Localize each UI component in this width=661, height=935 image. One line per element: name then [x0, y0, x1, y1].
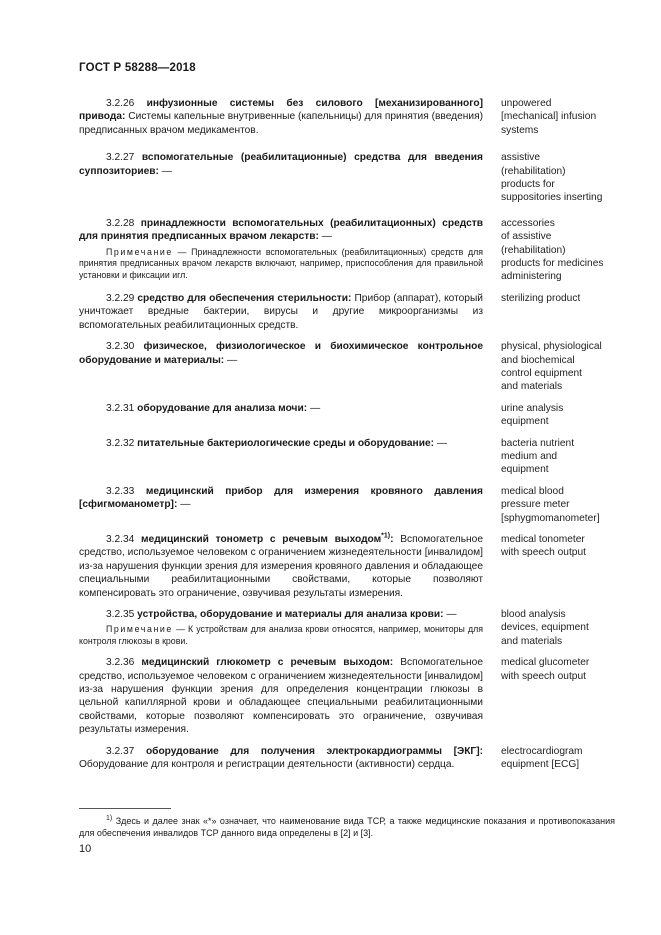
english-line: electrocardiogram: [501, 745, 583, 757]
term-english: [501, 151, 619, 205]
english-line: (rehabilitation): [501, 165, 566, 177]
english-line: and biochemical: [501, 354, 575, 366]
term-english: [501, 745, 619, 772]
term-english: [501, 608, 619, 648]
english-line: equipment: [501, 416, 549, 428]
term-definition: —: [446, 609, 457, 620]
note-text: — Принадлежности вспомогательных (реабилитационных) средств для принятия предписанных врачом лекарств включают, например, приспособления для правильной установки и фиксации игл.: [79, 246, 483, 280]
term-entries: [79, 97, 619, 771]
term-definition-ru: [79, 608, 483, 648]
term-entry: [79, 533, 619, 600]
english-line: with speech output: [501, 547, 586, 559]
term-title: оборудование для получения электрокардиограммы [ЭКГ]:: [145, 745, 483, 757]
term-title: медицинский глюкометр с речевым выходом:: [141, 657, 394, 669]
term-definition-ru: [79, 402, 483, 429]
term-english: [501, 292, 619, 332]
term-title: вспомогательные (реабилитационные) средства для введения суппозиториев:: [79, 152, 483, 177]
term-definition-ru: [79, 97, 483, 137]
term-definition: —: [161, 165, 172, 177]
english-line: blood analysis: [501, 609, 566, 620]
term-note: [79, 247, 483, 282]
footnote: [79, 815, 615, 839]
term-definition-ru: [79, 151, 483, 205]
term-definition: —: [321, 231, 332, 243]
english-line: (rehabilitation): [501, 244, 566, 256]
term-entry: [79, 217, 619, 284]
english-line: accessories: [501, 217, 555, 229]
english-line: control equipment: [501, 367, 582, 379]
term-english: [501, 97, 619, 137]
term-title: принадлежности вспомогательных (реабилитационных) средств для принятия предписанных врачом лекарств:: [79, 217, 483, 243]
term-number: 3.2.32: [106, 437, 135, 449]
english-line: assistive: [501, 152, 541, 164]
english-line: bacteria nutrient: [501, 437, 575, 449]
term-entry: [79, 608, 619, 648]
term-title: средство для обеспечения стерильности:: [137, 292, 352, 304]
term-number: 3.2.34: [106, 533, 135, 545]
english-line: urine analysis: [501, 402, 564, 414]
term-english: [501, 656, 619, 736]
term-title: медицинский прибор для измерения кровяного давления [сфигмоманометр]:: [79, 485, 483, 511]
english-line: equipment: [501, 464, 549, 476]
term-number: 3.2.30: [106, 341, 135, 353]
term-entry: [79, 97, 619, 137]
term-number: 3.2.35: [106, 609, 135, 620]
term-english: [501, 340, 619, 394]
english-line: medical tonometer: [501, 533, 585, 545]
term-title: оборудование для анализа мочи:: [137, 402, 308, 414]
term-entry: [79, 340, 619, 394]
english-line: with speech output: [501, 670, 586, 682]
english-line: sterilizing product: [501, 292, 581, 304]
term-title: медицинский тонометр с речевым выходом: [141, 533, 382, 545]
english-line: equipment [ECG]: [501, 759, 580, 771]
english-line: unpowered: [501, 98, 552, 109]
footnote-marker: 1): [106, 815, 113, 822]
term-definition-ru: [79, 656, 483, 736]
term-title: питательные бактериологические среды и оборудование:: [137, 437, 435, 449]
term-definition: —: [227, 354, 238, 366]
english-line: [sphygmomanometer]: [501, 512, 600, 524]
term-number: 3.2.28: [106, 217, 135, 229]
term-definition: —: [180, 499, 191, 511]
page-number: 10: [79, 843, 92, 855]
english-line: products for: [501, 179, 555, 191]
term-definition-ru: [79, 292, 483, 332]
term-entry: [79, 437, 619, 477]
english-line: suppositories inserting: [501, 192, 603, 204]
english-line: devices, equipment: [501, 622, 589, 634]
english-line: medium and: [501, 450, 558, 462]
term-english: [501, 485, 619, 525]
english-line: physical, physiological: [501, 341, 602, 353]
english-line: products for medicines: [501, 258, 604, 270]
english-line: pressure meter: [501, 499, 570, 511]
term-english: [501, 402, 619, 429]
english-line: and materials: [501, 635, 563, 647]
term-definition-ru: [79, 217, 483, 284]
english-line: of assistive: [501, 231, 552, 243]
term-definition-ru: [79, 485, 483, 525]
term-definition: Прибор (аппарат), который уничтожает вредные бактерии, вирусы и другие микроорганизмы из вспомогательных реабилитационных средств.: [79, 292, 483, 331]
term-definition: —: [309, 402, 321, 414]
term-definition: Вспомогательное средство, используемое человеком с ограничением жизнедеятельности [инвалидом] из-за нарушения функции зрения для измерения кровяного давления и обладающее специальными реабилитационными свойствами, которые позволяют компенсировать это ограничение, озвучивая результаты измерения.: [79, 533, 483, 599]
term-definition: Системы капельные внутривенные (капельницы) для принятия (введения) предписанных врачом медикаментов.: [79, 111, 483, 136]
english-line: and materials: [501, 381, 563, 393]
term-entry: [79, 151, 619, 205]
term-entry: [79, 656, 619, 736]
term-number: 3.2.36: [106, 657, 135, 669]
footnote-text: Здесь и далее знак «*» означает, что наименование вида ТСР, а также медицинские показания и противопоказания для обеспечения инвалидов ТСР данного вида определены в [2] и [3].: [79, 816, 615, 838]
term-definition: Оборудование для контроля и регистрации деятельности (активности) сердца.: [79, 759, 455, 771]
term-number: 3.2.27: [106, 152, 135, 164]
english-line: medical glucometer: [501, 657, 590, 669]
term-definition-ru: [79, 437, 483, 477]
term-title: инфузионные системы без силового [механизированного] привода:: [79, 98, 483, 123]
term-note: [79, 624, 483, 647]
footnote-reference: *1): [381, 532, 391, 540]
term-english: [501, 437, 619, 477]
english-line: systems: [501, 124, 539, 136]
note-label: Примечание: [106, 246, 173, 257]
term-english: [501, 533, 619, 600]
term-number: 3.2.31: [106, 402, 135, 414]
term-number: 3.2.33: [106, 485, 135, 497]
term-definition-ru: [79, 745, 483, 772]
english-line: administering: [501, 271, 562, 283]
term-entry: [79, 745, 619, 772]
term-definition: Вспомогательное средство, используемое человеком с ограничением жизнедеятельности [инвалидом] из-за нарушения функции зрения для определения концентрации глюкозы в цельной капиллярной крови и обладающее специальными реабилитационными свойствами, которые позволяют компенсировать это ограничение, озвучивая результаты измерения.: [79, 657, 483, 736]
english-line: [mechanical] infusion: [501, 111, 597, 123]
term-definition-ru: [79, 340, 483, 394]
english-line: medical blood: [501, 485, 564, 497]
term-entry: [79, 292, 619, 332]
term-definition-ru: 3.2.34 медицинский тонометр с речевым выходом$^{*1)}$: Вспомогательное средство, используемое человеком с ограничением жизнедеятельности [инвалидом] из-за нарушения функции зрения для измерения кровяного давления и обладающее специальными реабилитационными свойствами, которые позволяют компенсировать это ограничение, озвучивая результаты измерения.: [79, 532, 483, 599]
term-number: 3.2.29: [106, 292, 135, 304]
term-definition: —: [436, 437, 448, 449]
footnote-divider: [79, 808, 171, 809]
term-title: физическое, физиологическое и биохимическое контрольное оборудование и материалы:: [79, 341, 483, 366]
document-header: ГОСТ Р 58288—2018: [79, 62, 196, 74]
term-english: [501, 217, 619, 284]
term-entry: [79, 485, 619, 525]
term-number: 3.2.26: [106, 98, 135, 109]
note-text: — К устройствам для анализа крови относятся, например, мониторы для контроля глюкозы в крови.: [79, 624, 483, 646]
term-entry: [79, 402, 619, 429]
note-label: Примечание: [106, 624, 173, 635]
term-title: устройства, оборудование и материалы для анализа крови:: [137, 609, 444, 620]
term-number: 3.2.37: [106, 745, 135, 757]
